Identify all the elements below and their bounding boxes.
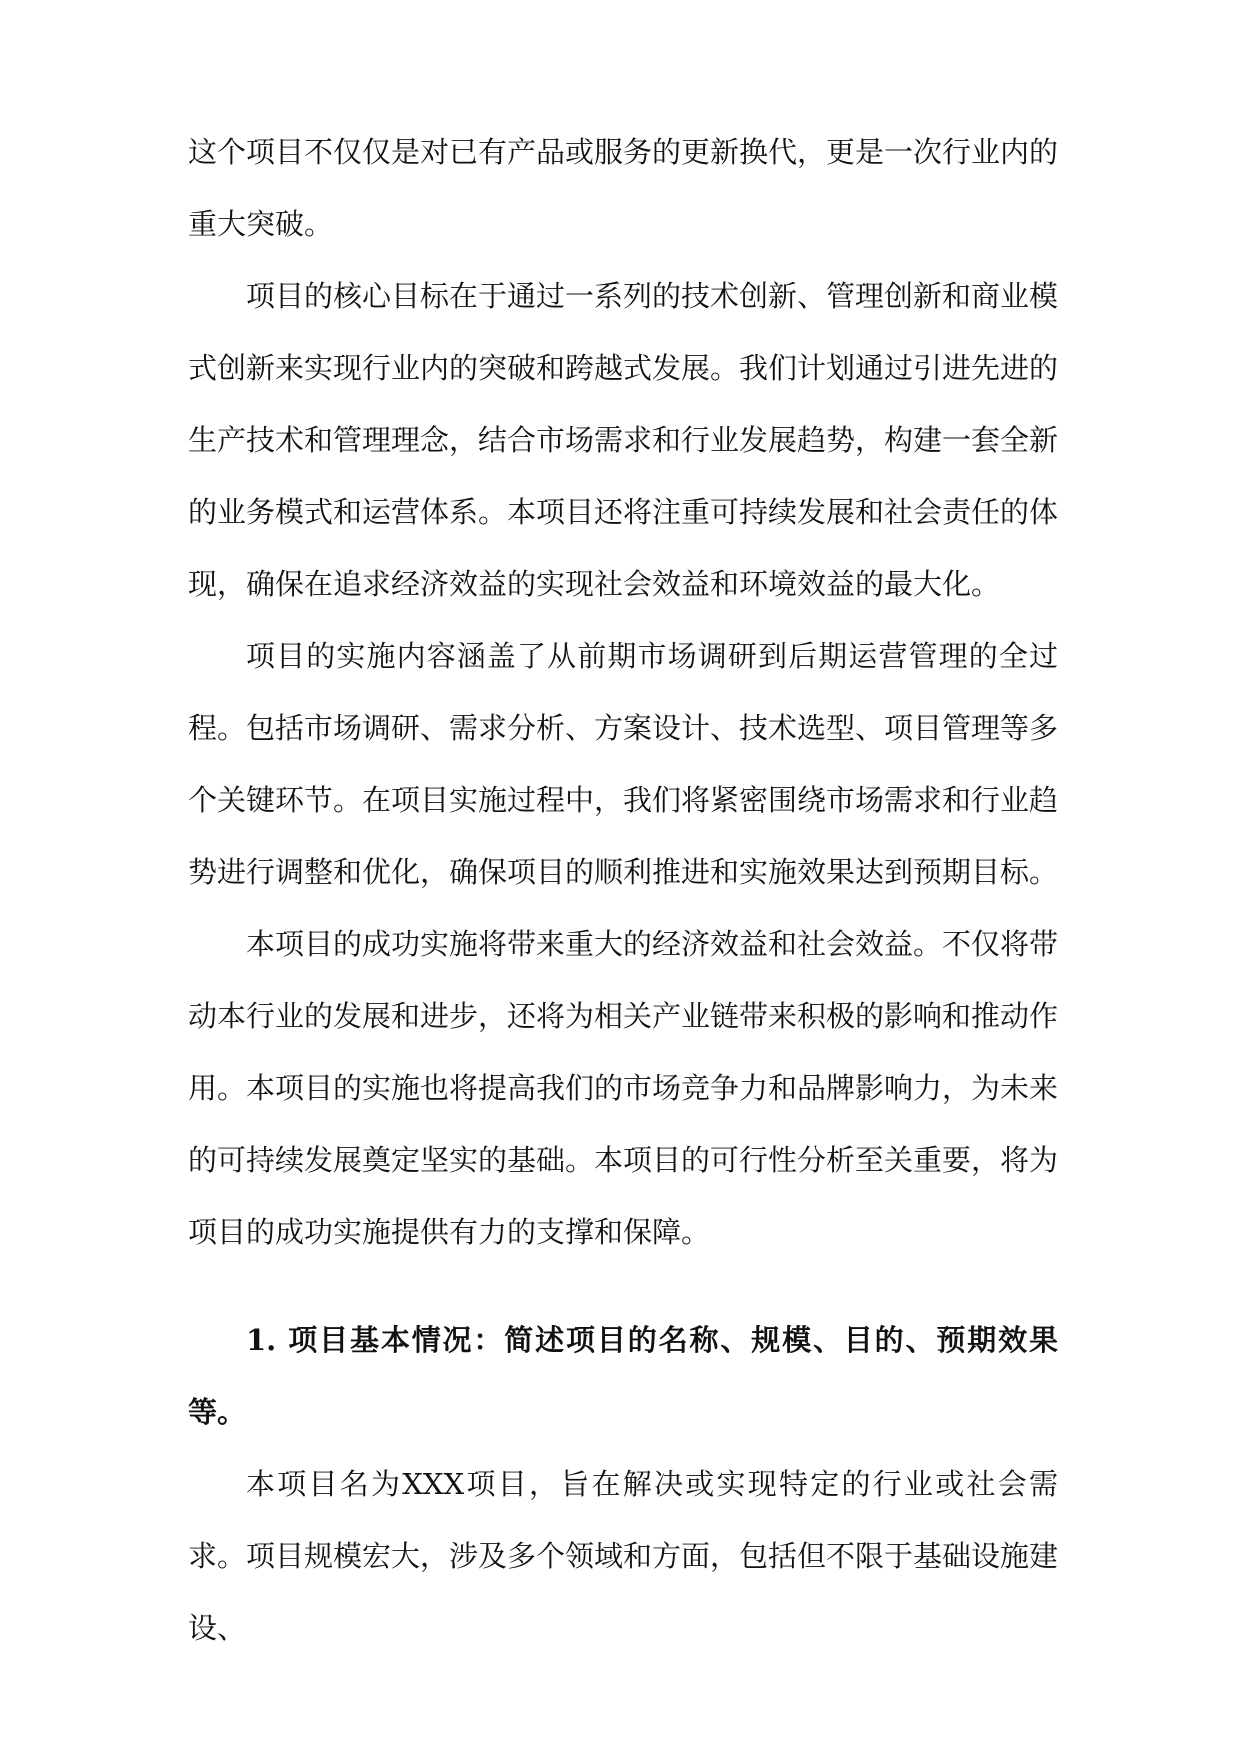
section-heading: 1. 项目基本情况：简述项目的名称、规模、目的、预期效果等。: [188, 1323, 1058, 1429]
paragraph-benefits: 本项目的成功实施将带来重大的经济效益和社会效益。不仅将带动本行业的发展和进步，还将为相关产业链带来积极的影响和推动作用。本项目的实施也将提高我们的市场竞争力和品牌影响力，为未来的可持续发展奠定坚实的基础。本项目的可行性分析至关重要，将为项目的成功实施提供有力的支撑和保障。: [188, 927, 1059, 1249]
body-text: [188, 116, 1058, 1664]
paragraph-basic-info: 本项目名为XXX项目，旨在解决或实现特定的行业或社会需求。项目规模宏大，涉及多个领域和方面，包括但不限于基础设施建设、: [188, 1467, 1059, 1645]
paragraph-continued: 这个项目不仅仅是对已有产品或服务的更新换代，更是一次行业内的重大突破。: [188, 135, 1059, 241]
paragraph-core-goal: 项目的核心目标在于通过一系列的技术创新、管理创新和商业模式创新来实现行业内的突破和跨越式发展。我们计划通过引进先进的生产技术和管理理念，结合市场需求和行业发展趋势，构建一套全新的业务模式和运营体系。本项目还将注重可持续发展和社会责任的体现，确保在追求经济效益的实现社会效益和环境效益的最大化。: [188, 279, 1059, 601]
paragraph-implementation: 项目的实施内容涵盖了从前期市场调研到后期运营管理的全过程。包括市场调研、需求分析、方案设计、技术选型、项目管理等多个关键环节。在项目实施过程中，我们将紧密围绕市场需求和行业趋势进行调整和优化，确保项目的顺利推进和实施效果达到预期目标。: [188, 639, 1059, 889]
